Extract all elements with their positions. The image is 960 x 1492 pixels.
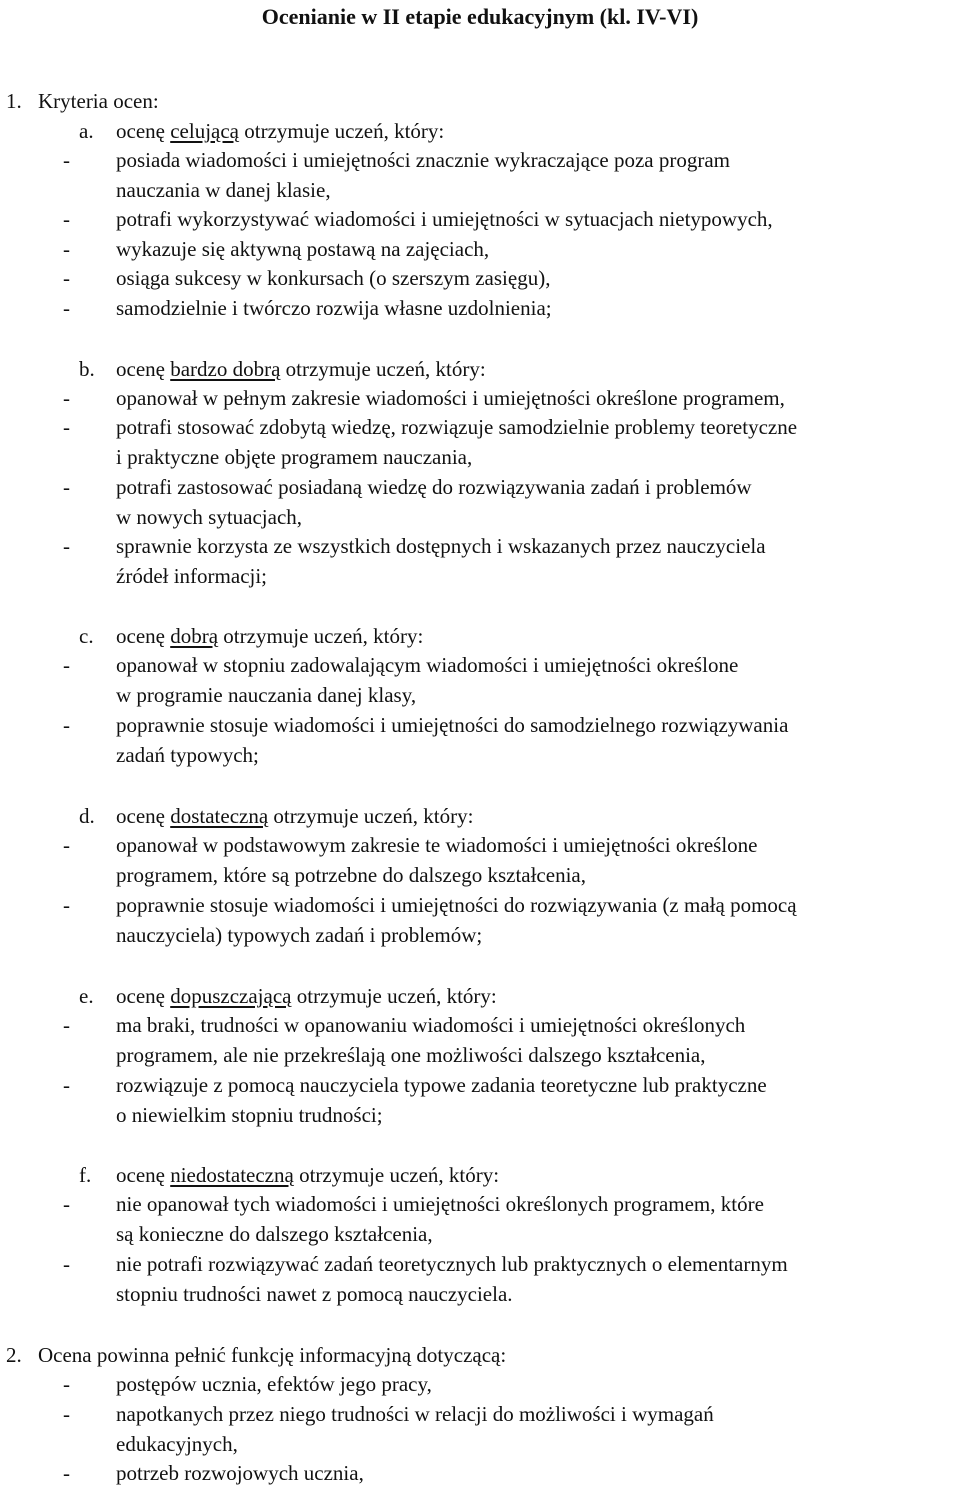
list-item-text: napotkanych przez niego trudności w relacji do możliwości i wymagań edukacyjnych, xyxy=(116,1402,714,1456)
list-item-text: osiąga sukcesy w konkursach (o szerszym zasięgu), xyxy=(116,266,551,290)
list-item xyxy=(63,264,960,294)
list-item-text: poprawnie stosuje wiadomości i umiejętności do rozwiązywania (z małą pomocą nauczyciela) typowych zadań i problemów; xyxy=(116,893,797,947)
list-item xyxy=(63,1400,960,1459)
dash-bullet: - xyxy=(63,1402,70,1426)
list-item-text: potrzeb rozwojowych ucznia, xyxy=(116,1461,364,1485)
list-item-text: rozwiązuje z pomocą nauczyciela typowe zadania teoretyczne lub praktyczne o niewielkim stopniu trudności; xyxy=(116,1073,767,1127)
list-item-text: posiada wiadomości i umiejętności znacznie wykraczające poza program nauczania w danej klasie, xyxy=(116,148,730,202)
grade-letter: a. xyxy=(79,119,94,143)
grade-prefix: ocenę xyxy=(116,1163,165,1187)
grade-name: dostateczną xyxy=(170,804,269,828)
list-item-text: opanował w stopniu zadowalającym wiadomości i umiejętności określone w programie nauczania danej klasy, xyxy=(116,653,739,707)
list-item xyxy=(63,235,960,265)
grade-name: dopuszczającą xyxy=(170,984,292,1008)
dash-bullet: - xyxy=(63,1013,70,1037)
dash-bullet: - xyxy=(63,207,70,231)
grade-d-heading xyxy=(79,801,473,831)
grade-a-heading xyxy=(79,116,444,146)
dash-bullet: - xyxy=(63,1372,70,1396)
dash-bullet: - xyxy=(63,415,70,439)
list-item xyxy=(63,413,960,472)
section-2-heading xyxy=(6,1340,506,1370)
grade-suffix: otrzymuje uczeń, który: xyxy=(244,119,445,143)
list-item xyxy=(63,891,960,950)
grade-name: celującą xyxy=(170,119,239,143)
dash-bullet: - xyxy=(63,148,70,172)
list-item xyxy=(63,532,960,591)
grade-name: bardzo dobrą xyxy=(170,357,281,381)
dash-bullet: - xyxy=(63,1461,70,1485)
grade-name: niedostateczną xyxy=(170,1163,294,1187)
list-item-text: samodzielnie i twórczo rozwija własne uzdolnienia; xyxy=(116,296,552,320)
dash-bullet: - xyxy=(63,237,70,261)
grade-prefix: ocenę xyxy=(116,624,165,648)
list-item-text: opanował w podstawowym zakresie te wiadomości i umiejętności określone programem, które są potrzebne do dalszego kształcenia, xyxy=(116,833,758,887)
list-item-text: opanował w pełnym zakresie wiadomości i umiejętności określone programem, xyxy=(116,386,785,410)
grade-e-heading xyxy=(79,981,497,1011)
grade-prefix: ocenę xyxy=(116,984,165,1008)
list-item-text: potrafi stosować zdobytą wiedzę, rozwiązuje samodzielnie problemy teoretyczne i praktyczne objęte programem nauczania, xyxy=(116,415,798,469)
grade-letter: b. xyxy=(79,357,95,381)
list-item xyxy=(63,831,960,890)
dash-bullet: - xyxy=(63,1252,70,1276)
list-item-text: wykazuje się aktywną postawą na zajęciach, xyxy=(116,237,490,261)
grade-suffix: otrzymuje uczeń, który: xyxy=(285,357,486,381)
list-item-text: nie potrafi rozwiązywać zadań teoretycznych lub praktycznych o elementarnym stopniu trudności nawet z pomocą nauczyciela. xyxy=(116,1252,788,1306)
dash-bullet: - xyxy=(63,266,70,290)
list-item-text: ma braki, trudności w opanowaniu wiadomości i umiejętności określonych programem, ale nie przekreślają one możliwości dalszego kształcenia, xyxy=(116,1013,746,1067)
section-1-heading xyxy=(6,86,159,116)
list-item-text: sprawnie korzysta ze wszystkich dostępnych i wskazanych przez nauczyciela źródeł informacji; xyxy=(116,534,766,588)
dash-bullet: - xyxy=(63,1192,70,1216)
grade-suffix: otrzymuje uczeń, który: xyxy=(299,1163,500,1187)
list-item-text: nie opanował tych wiadomości i umiejętności określonych programem, które są konieczne do dalszego kształcenia, xyxy=(116,1192,764,1246)
dash-bullet: - xyxy=(63,1073,70,1097)
grade-suffix: otrzymuje uczeń, który: xyxy=(296,984,497,1008)
grade-b-heading xyxy=(79,354,486,384)
grade-f-heading xyxy=(79,1160,499,1190)
section-number: 2. xyxy=(6,1343,22,1367)
section-heading-text: Ocena powinna pełnić funkcję informacyjną dotyczącą: xyxy=(38,1343,507,1367)
page-title: Ocenianie w II etapie edukacyjnym (kl. IV-VI) xyxy=(261,4,699,29)
dash-bullet: - xyxy=(63,475,70,499)
dash-bullet: - xyxy=(63,534,70,558)
list-item-text: potrafi wykorzystywać wiadomości i umiejętności w sytuacjach nietypowych, xyxy=(116,207,773,231)
list-item-text: postępów ucznia, efektów jego pracy, xyxy=(116,1372,432,1396)
list-item xyxy=(63,711,960,770)
grade-letter: c. xyxy=(79,624,94,648)
list-item-text: poprawnie stosuje wiadomości i umiejętności do samodzielnego rozwiązywania zadań typowych; xyxy=(116,713,789,767)
grade-prefix: ocenę xyxy=(116,119,165,143)
list-item-text: potrafi zastosować posiadaną wiedzę do rozwiązywania zadań i problemów w nowych sytuacjach, xyxy=(116,475,752,529)
dash-bullet: - xyxy=(63,893,70,917)
grade-c-heading xyxy=(79,621,423,651)
list-item xyxy=(63,1250,960,1309)
list-item xyxy=(63,294,960,324)
list-item xyxy=(63,205,960,235)
section-heading-text: Kryteria ocen: xyxy=(38,89,159,113)
dash-bullet: - xyxy=(63,296,70,320)
dash-bullet: - xyxy=(63,833,70,857)
grade-name: dobrą xyxy=(170,624,219,648)
grade-letter: d. xyxy=(79,804,95,828)
list-item xyxy=(63,1011,960,1070)
list-item xyxy=(63,384,960,414)
list-item xyxy=(63,1459,960,1489)
section-number: 1. xyxy=(6,89,22,113)
dash-bullet: - xyxy=(63,653,70,677)
list-item xyxy=(63,146,960,205)
grade-letter: e. xyxy=(79,984,94,1008)
grade-prefix: ocenę xyxy=(116,804,165,828)
list-item xyxy=(63,1071,960,1130)
grade-suffix: otrzymuje uczeń, który: xyxy=(273,804,474,828)
dash-bullet: - xyxy=(63,386,70,410)
list-item xyxy=(63,1370,960,1400)
grade-prefix: ocenę xyxy=(116,357,165,381)
grade-suffix: otrzymuje uczeń, który: xyxy=(223,624,424,648)
list-item xyxy=(63,651,960,710)
grade-letter: f. xyxy=(79,1163,92,1187)
dash-bullet: - xyxy=(63,713,70,737)
list-item xyxy=(63,473,960,532)
list-item xyxy=(63,1190,960,1249)
